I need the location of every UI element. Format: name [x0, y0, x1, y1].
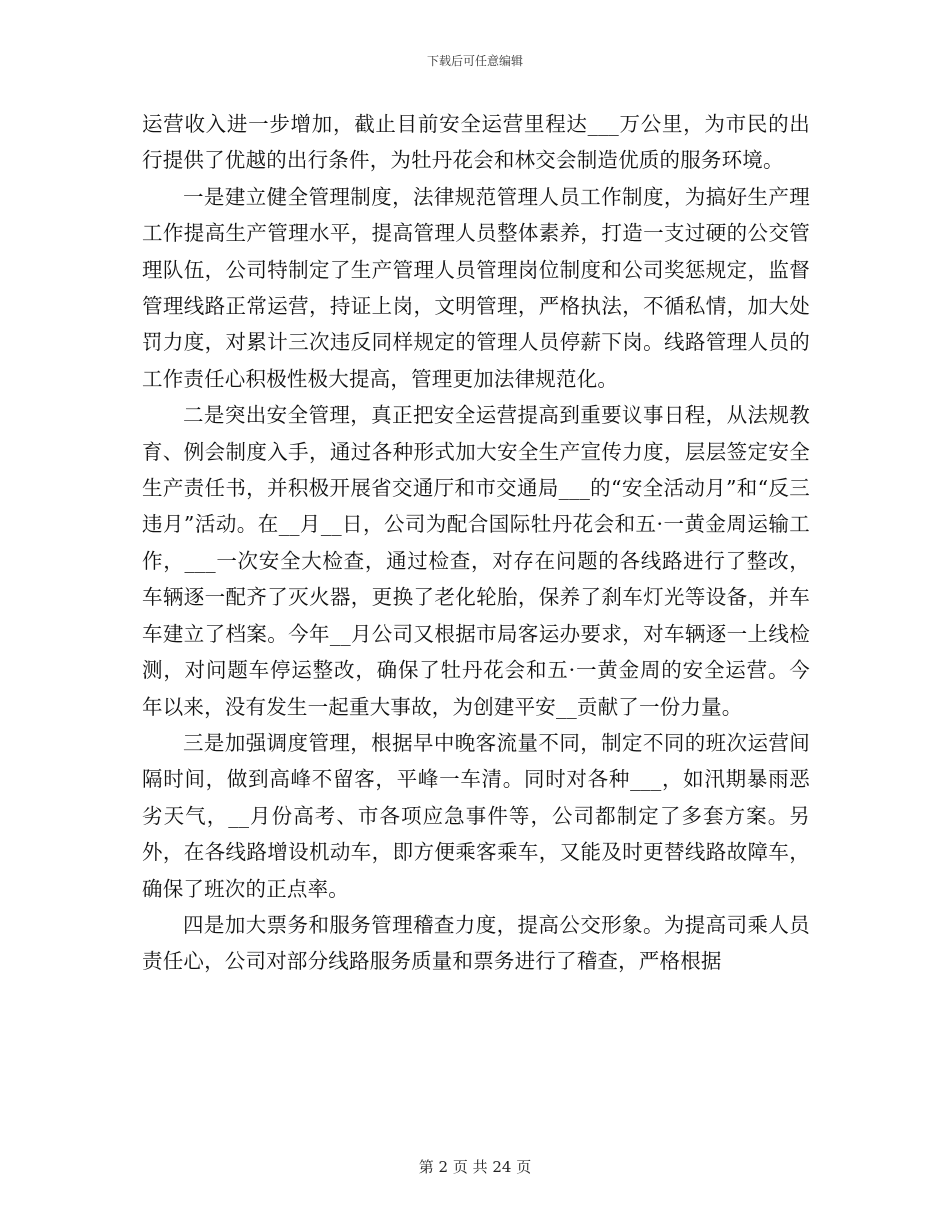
paragraph: 二是突出安全管理，真正把安全运营提高到重要议事日程，从法规教育、例会制度入手，通过各种形式加大安全生产宣传力度，层层签定安全生产责任书，并积极开展省交通厅和市交通局___的“安全活动月”和“反三违月”活动。在__月__日，公司为配合国际牡丹花会和五·一黄金周运输工作，___一次安全大检查，通过检查，对存在问题的各线路进行了整改，车辆逐一配齐了灭火器，更换了老化轮胎，保养了刹车灯光等设备，并车车建立了档案。今年__月公司又根据市局客运办要求，对车辆逐一上线检测，对问题车停运整改，确保了牡丹花会和五·一黄金周的安全运营。今年以来，没有发生一起重大事故，为创建平安__贡献了一份力量。 [142, 403, 810, 719]
document-body [142, 106, 810, 980]
paragraph: 四是加大票务和服务管理稽查力度，提高公交形象。为提高司乘人员责任心，公司对部分线路服务质量和票务进行了稽查，严格根据 [142, 912, 810, 974]
page-number-footer: 第 2 页 共 24 页 [418, 1158, 532, 1176]
paragraph: 三是加强调度管理，根据早中晚客流量不同，制定不同的班次运营间隔时间，做到高峰不留客，平峰一车清。同时对各种___，如汛期暴雨恶劣天气，__月份高考、市各项应急事件等，公司都制定了多套方案。另外，在各线路增设机动车，即方便乘客乘车，又能及时更替线路故障车，确保了班次的正点率。 [142, 730, 810, 901]
paragraph: 运营收入进一步增加，截止目前安全运营里程达___万公里，为市民的出行提供了优越的出行条件，为牡丹花会和林交会制造优质的服务环境。 [142, 112, 810, 173]
paragraph: 一是建立健全管理制度，法律规范管理人员工作制度，为搞好生产理工作提高生产管理水平，提高管理人员整体素养，打造一支过硬的公交管理队伍，公司特制定了生产管理人员管理岗位制度和公司奖惩规定，监督管理线路正常运营，持证上岗，文明管理，严格执法，不循私情，加大处罚力度，对累计三次违反同样规定的管理人员停薪下岗。线路管理人员的工作责任心积极性极大提高，管理更加法律规范化。 [142, 184, 810, 391]
page-header: 下载后可任意编辑 [426, 54, 523, 68]
